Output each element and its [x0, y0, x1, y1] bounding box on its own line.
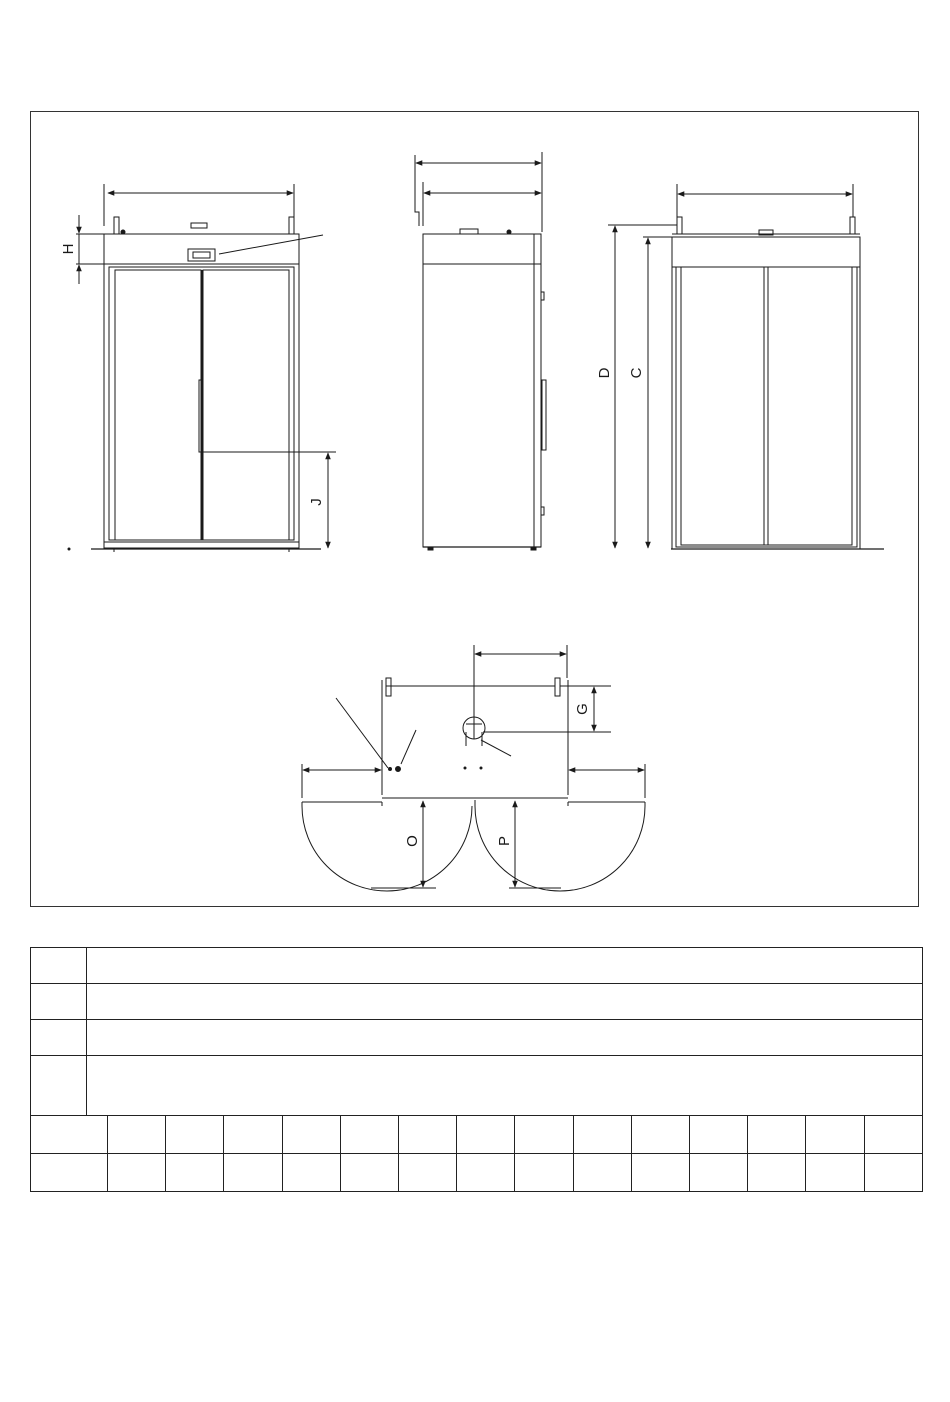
table-cell [399, 1116, 457, 1154]
dim-label-p: P [496, 835, 513, 847]
legend-row [31, 1056, 923, 1116]
table-cell [515, 1116, 573, 1154]
drawing-frame [30, 111, 919, 907]
dimensions-row [31, 1154, 923, 1192]
table-cell [108, 1116, 166, 1154]
legend-key [31, 948, 87, 984]
table-cell [515, 1154, 573, 1192]
dimensions-table [30, 1115, 923, 1192]
dim-label-o: O [404, 835, 421, 847]
plan-view [302, 645, 645, 891]
legend-table [30, 947, 923, 1116]
table-cell [108, 1154, 166, 1192]
dim-label-d: D [596, 367, 613, 379]
table-cell [573, 1154, 631, 1192]
legend-key [31, 984, 87, 1020]
legend-row [31, 1020, 923, 1056]
legend-text [87, 948, 923, 984]
table-cell [340, 1116, 398, 1154]
technical-drawing [31, 112, 920, 908]
legend-key [31, 1020, 87, 1056]
dim-label-c: C [628, 367, 645, 379]
front-view [68, 184, 336, 552]
table-cell [690, 1116, 748, 1154]
table-cell [457, 1154, 515, 1192]
table-cell [748, 1154, 806, 1192]
table-cell [806, 1116, 864, 1154]
table-cell [631, 1154, 689, 1192]
table-cell [31, 1116, 108, 1154]
table-cell [340, 1154, 398, 1192]
table-cell [224, 1154, 282, 1192]
table-cell [166, 1116, 224, 1154]
table-cell [748, 1116, 806, 1154]
legend-row [31, 948, 923, 984]
side-view [415, 152, 546, 550]
table-cell [31, 1154, 108, 1192]
legend-text [87, 1056, 923, 1116]
back-view [608, 184, 884, 549]
dimensions-row [31, 1116, 923, 1154]
table-cell [864, 1116, 922, 1154]
table-cell [457, 1116, 515, 1154]
table-cell [282, 1116, 340, 1154]
table-cell [573, 1116, 631, 1154]
legend-key [31, 1056, 87, 1116]
dim-label-h: H [60, 243, 77, 255]
table-cell [399, 1154, 457, 1192]
table-cell [224, 1116, 282, 1154]
table-cell [864, 1154, 922, 1192]
legend-text [87, 984, 923, 1020]
legend-row [31, 984, 923, 1020]
table-cell [806, 1154, 864, 1192]
dim-label-j: J [308, 498, 325, 506]
table-cell [282, 1154, 340, 1192]
legend-text [87, 1020, 923, 1056]
dim-label-g: G [574, 703, 591, 715]
table-cell [631, 1116, 689, 1154]
table-cell [690, 1154, 748, 1192]
table-cell [166, 1154, 224, 1192]
